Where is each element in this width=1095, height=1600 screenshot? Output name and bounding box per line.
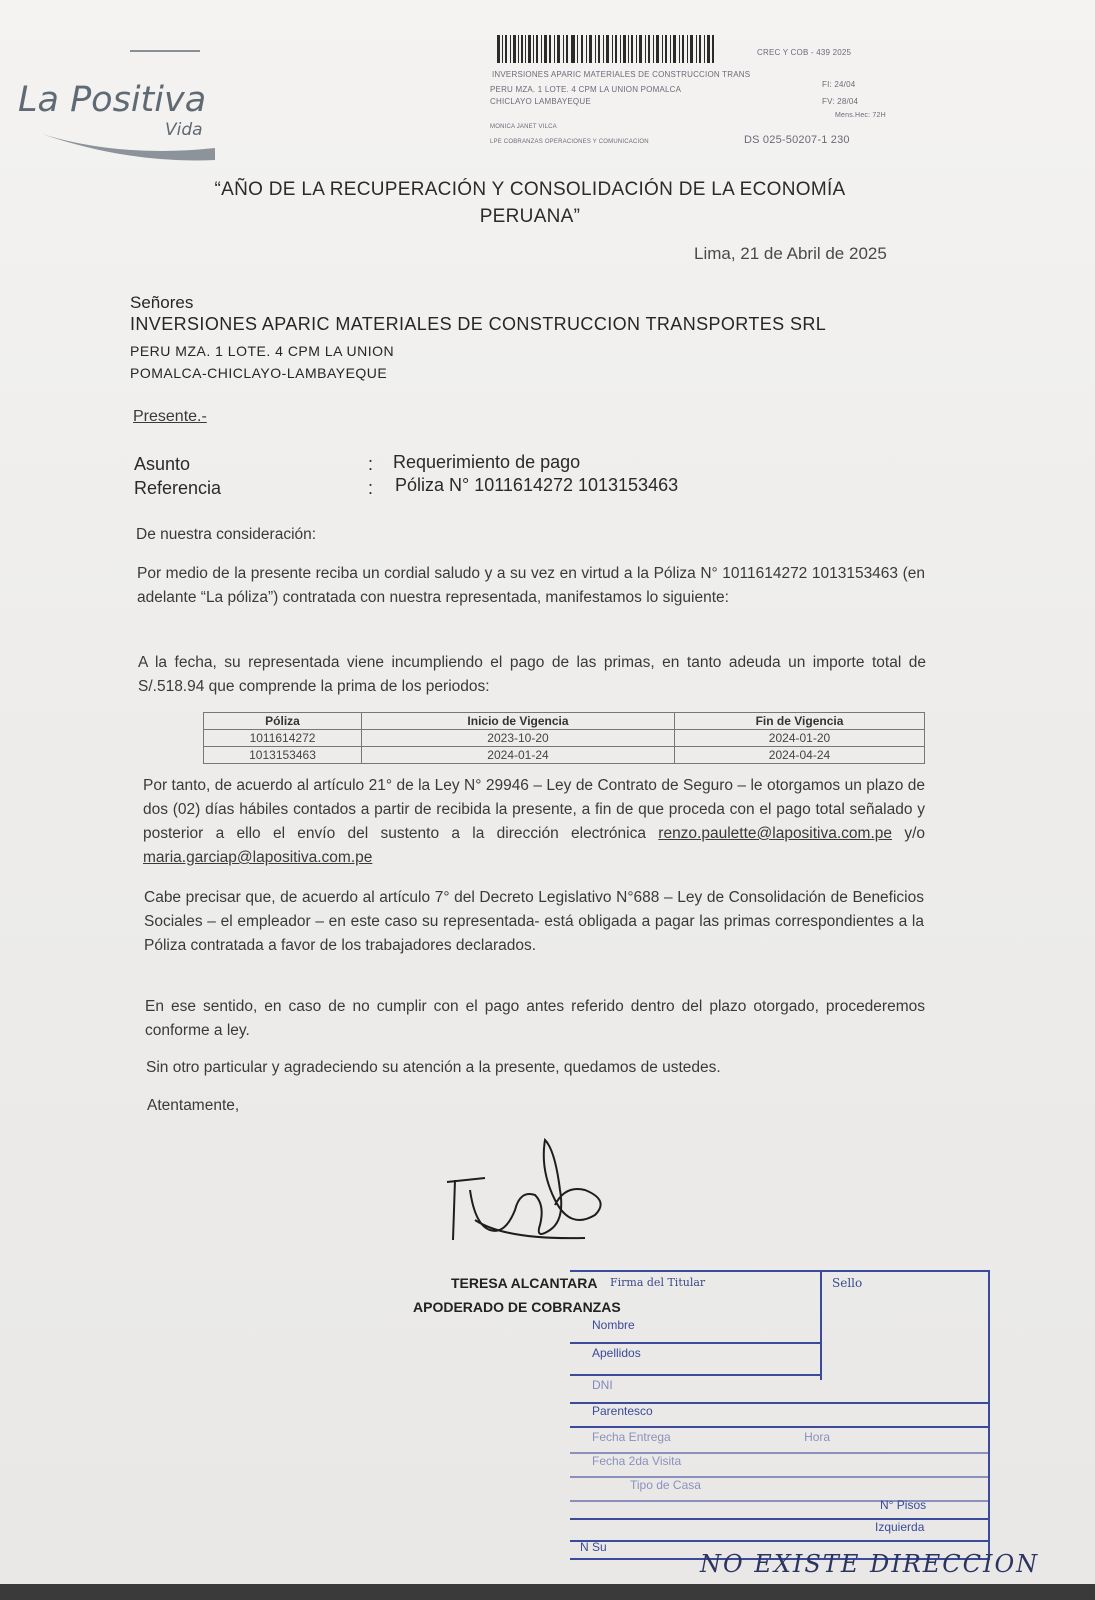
table-header-row — [204, 713, 925, 730]
stamp-row-apellidos — [570, 1346, 820, 1376]
recipient-address-1: PERU MZA. 1 LOTE. 4 CPM LA UNION — [130, 343, 395, 359]
stamp-mens: Mens.Hec: 72H — [835, 112, 886, 119]
col-inicio: Inicio de Vigencia — [362, 713, 675, 730]
cell-fin: 2024-04-24 — [675, 747, 925, 764]
email-separator: y/o — [904, 825, 926, 842]
stamp-border-top — [570, 1270, 990, 1272]
asunto-value: Requerimiento de pago — [393, 452, 581, 472]
stamp-divider — [820, 1270, 822, 1380]
paragraph-3-text: Por tanto, de acuerdo al artículo 21° de la Ley N° 29946 – Ley de Contrato de Seguro – le otorgamos un plazo de dos (02) días hábiles contados a partir de recibida la presente, a fin de que proceda con el pago total señalado y posterior a ello el envío del sustento a la dirección electrónica — [143, 777, 925, 842]
stamp-doc-number: DS 025-50207-1 230 — [744, 134, 850, 146]
barcode — [497, 35, 717, 65]
paragraph-4: Cabe precisar que, de acuerdo al artículo 7° del Decreto Legislativo N°688 – Ley de Consolidación de Beneficios Sociales – el empleador – en este caso su representada- está obligada a pagar las primas correspondientes a la Póliza contratada a favor de los trabajadores declarados. — [144, 889, 924, 954]
stamp-nombre-label: Nombre — [592, 1318, 635, 1332]
year-title: “AÑO DE LA RECUPERACIÓN Y CONSOLIDACIÓN DE LA ECONOMÍA PERUANA” — [214, 179, 846, 227]
stamp-fecha-label: Fecha Entrega — [592, 1430, 671, 1444]
handwritten-note: NO EXISTE DIRECCION — [700, 1550, 1040, 1578]
email-link-maria[interactable]: maria.garciap@lapositiva.com.pe — [143, 849, 373, 866]
referencia-sep: : — [368, 478, 374, 498]
stamp-apellidos-label: Apellidos — [592, 1346, 641, 1360]
referencia-label: Referencia — [134, 478, 222, 498]
stamp-fecha2-label: Fecha 2da Visita — [592, 1454, 682, 1468]
stamp-row-fecha2 — [570, 1454, 990, 1478]
stamp-code: CREC Y COB - 439 2025 — [757, 48, 852, 57]
closing: Atentamente, — [147, 1097, 240, 1114]
company-logo: La Positiva — [18, 80, 207, 120]
stamp-dni-label: DNI — [592, 1378, 613, 1392]
paragraph-3 — [143, 774, 925, 870]
stamp-row-nombre — [570, 1318, 820, 1344]
col-fin: Fin de Vigencia — [675, 713, 925, 730]
cell-fin: 2024-01-20 — [675, 730, 925, 747]
signature — [445, 1130, 615, 1250]
signer-title: APODERADO DE COBRANZAS — [413, 1299, 621, 1315]
stamp-line-city: CHICLAYO LAMBAYEQUE — [490, 97, 591, 106]
greeting: Señores — [130, 293, 194, 312]
stamp-fv: FV: 28/04 — [822, 97, 859, 106]
logo-top-line — [130, 50, 200, 52]
stamp-line-company: INVERSIONES APARIC MATERIALES DE CONSTRUCCION TRANS — [492, 70, 751, 79]
stamp-hora-label: Hora — [804, 1430, 831, 1444]
stamp-row-izq — [570, 1520, 990, 1542]
salutation: De nuestra consideración: — [136, 526, 317, 543]
stamp-ns-label: N Su — [580, 1540, 607, 1554]
paragraph-6: Sin otro particular y agradeciendo su atención a la presente, quedamos de ustedes. — [146, 1059, 721, 1076]
table-row — [204, 730, 925, 747]
cell-inicio: 2023-10-20 — [362, 730, 675, 747]
stamp-row-dni — [570, 1378, 990, 1404]
stamp-fi: FI: 24/04 — [822, 80, 856, 89]
referencia-value: Póliza N° 1011614272 1013153463 — [395, 475, 679, 495]
stamp-row-fecha — [570, 1430, 990, 1454]
signer-name: TERESA ALCANTARA — [451, 1275, 598, 1291]
paragraph-1: Por medio de la presente reciba un cordial saludo y a su vez en virtud a la Póliza N° 1011614272 1013153463 (en adelante “La póliza”) contratada con nuestra representada, manifestamos lo siguiente: — [137, 565, 925, 606]
stamp-line-dept: LPE COBRANZAS OPERACIONES Y COMUNICACION — [490, 139, 649, 145]
cell-poliza: 1011614272 — [204, 730, 362, 747]
stamp-izq-label: Izquierda — [875, 1520, 925, 1534]
asunto-sep: : — [368, 454, 374, 474]
stamp-sello: Sello — [832, 1276, 863, 1290]
presente: Presente.- — [133, 408, 207, 425]
stamp-line-agent: MONICA JANET VILCA — [490, 124, 557, 130]
asunto-label: Asunto — [134, 454, 191, 474]
recipient-company: INVERSIONES APARIC MATERIALES DE CONSTRUCCION TRANSPORTES SRL — [130, 314, 827, 334]
table-row — [204, 747, 925, 764]
cell-poliza: 1013153463 — [204, 747, 362, 764]
paragraph-5: En ese sentido, en caso de no cumplir con el pago antes referido dentro del plazo otorgado, procederemos conforme a ley. — [145, 998, 925, 1039]
stamp-line-address: PERU MZA. 1 LOTE. 4 CPM LA UNION POMALCA — [490, 85, 682, 94]
stamp-row-parentesco — [570, 1404, 990, 1428]
email-link-renzo[interactable]: renzo.paulette@lapositiva.com.pe — [658, 825, 893, 842]
recipient-address-2: POMALCA-CHICLAYO-LAMBAYEQUE — [130, 365, 388, 381]
stamp-nro-label: N° Pisos — [880, 1498, 927, 1512]
stamp-row-nro — [570, 1498, 990, 1520]
company-logo-sub: Vida — [165, 120, 203, 140]
receipt-stamp — [570, 1270, 1015, 1570]
background-edge — [0, 1584, 1095, 1600]
paragraph-2: A la fecha, su representada viene incumpliendo el pago de las primas, en tanto adeuda un importe total de S/.518.94 que comprende la prima de los periodos: — [138, 654, 926, 695]
letter-date: Lima, 21 de Abril de 2025 — [694, 244, 887, 263]
stamp-casa-label: Tipo de Casa — [630, 1478, 701, 1492]
cell-inicio: 2024-01-24 — [362, 747, 675, 764]
policy-table — [203, 712, 925, 764]
logo-swoosh — [40, 128, 220, 164]
stamp-parentesco-label: Parentesco — [592, 1404, 653, 1418]
stamp-titular: Firma del Titular — [610, 1276, 706, 1289]
col-poliza: Póliza — [204, 713, 362, 730]
